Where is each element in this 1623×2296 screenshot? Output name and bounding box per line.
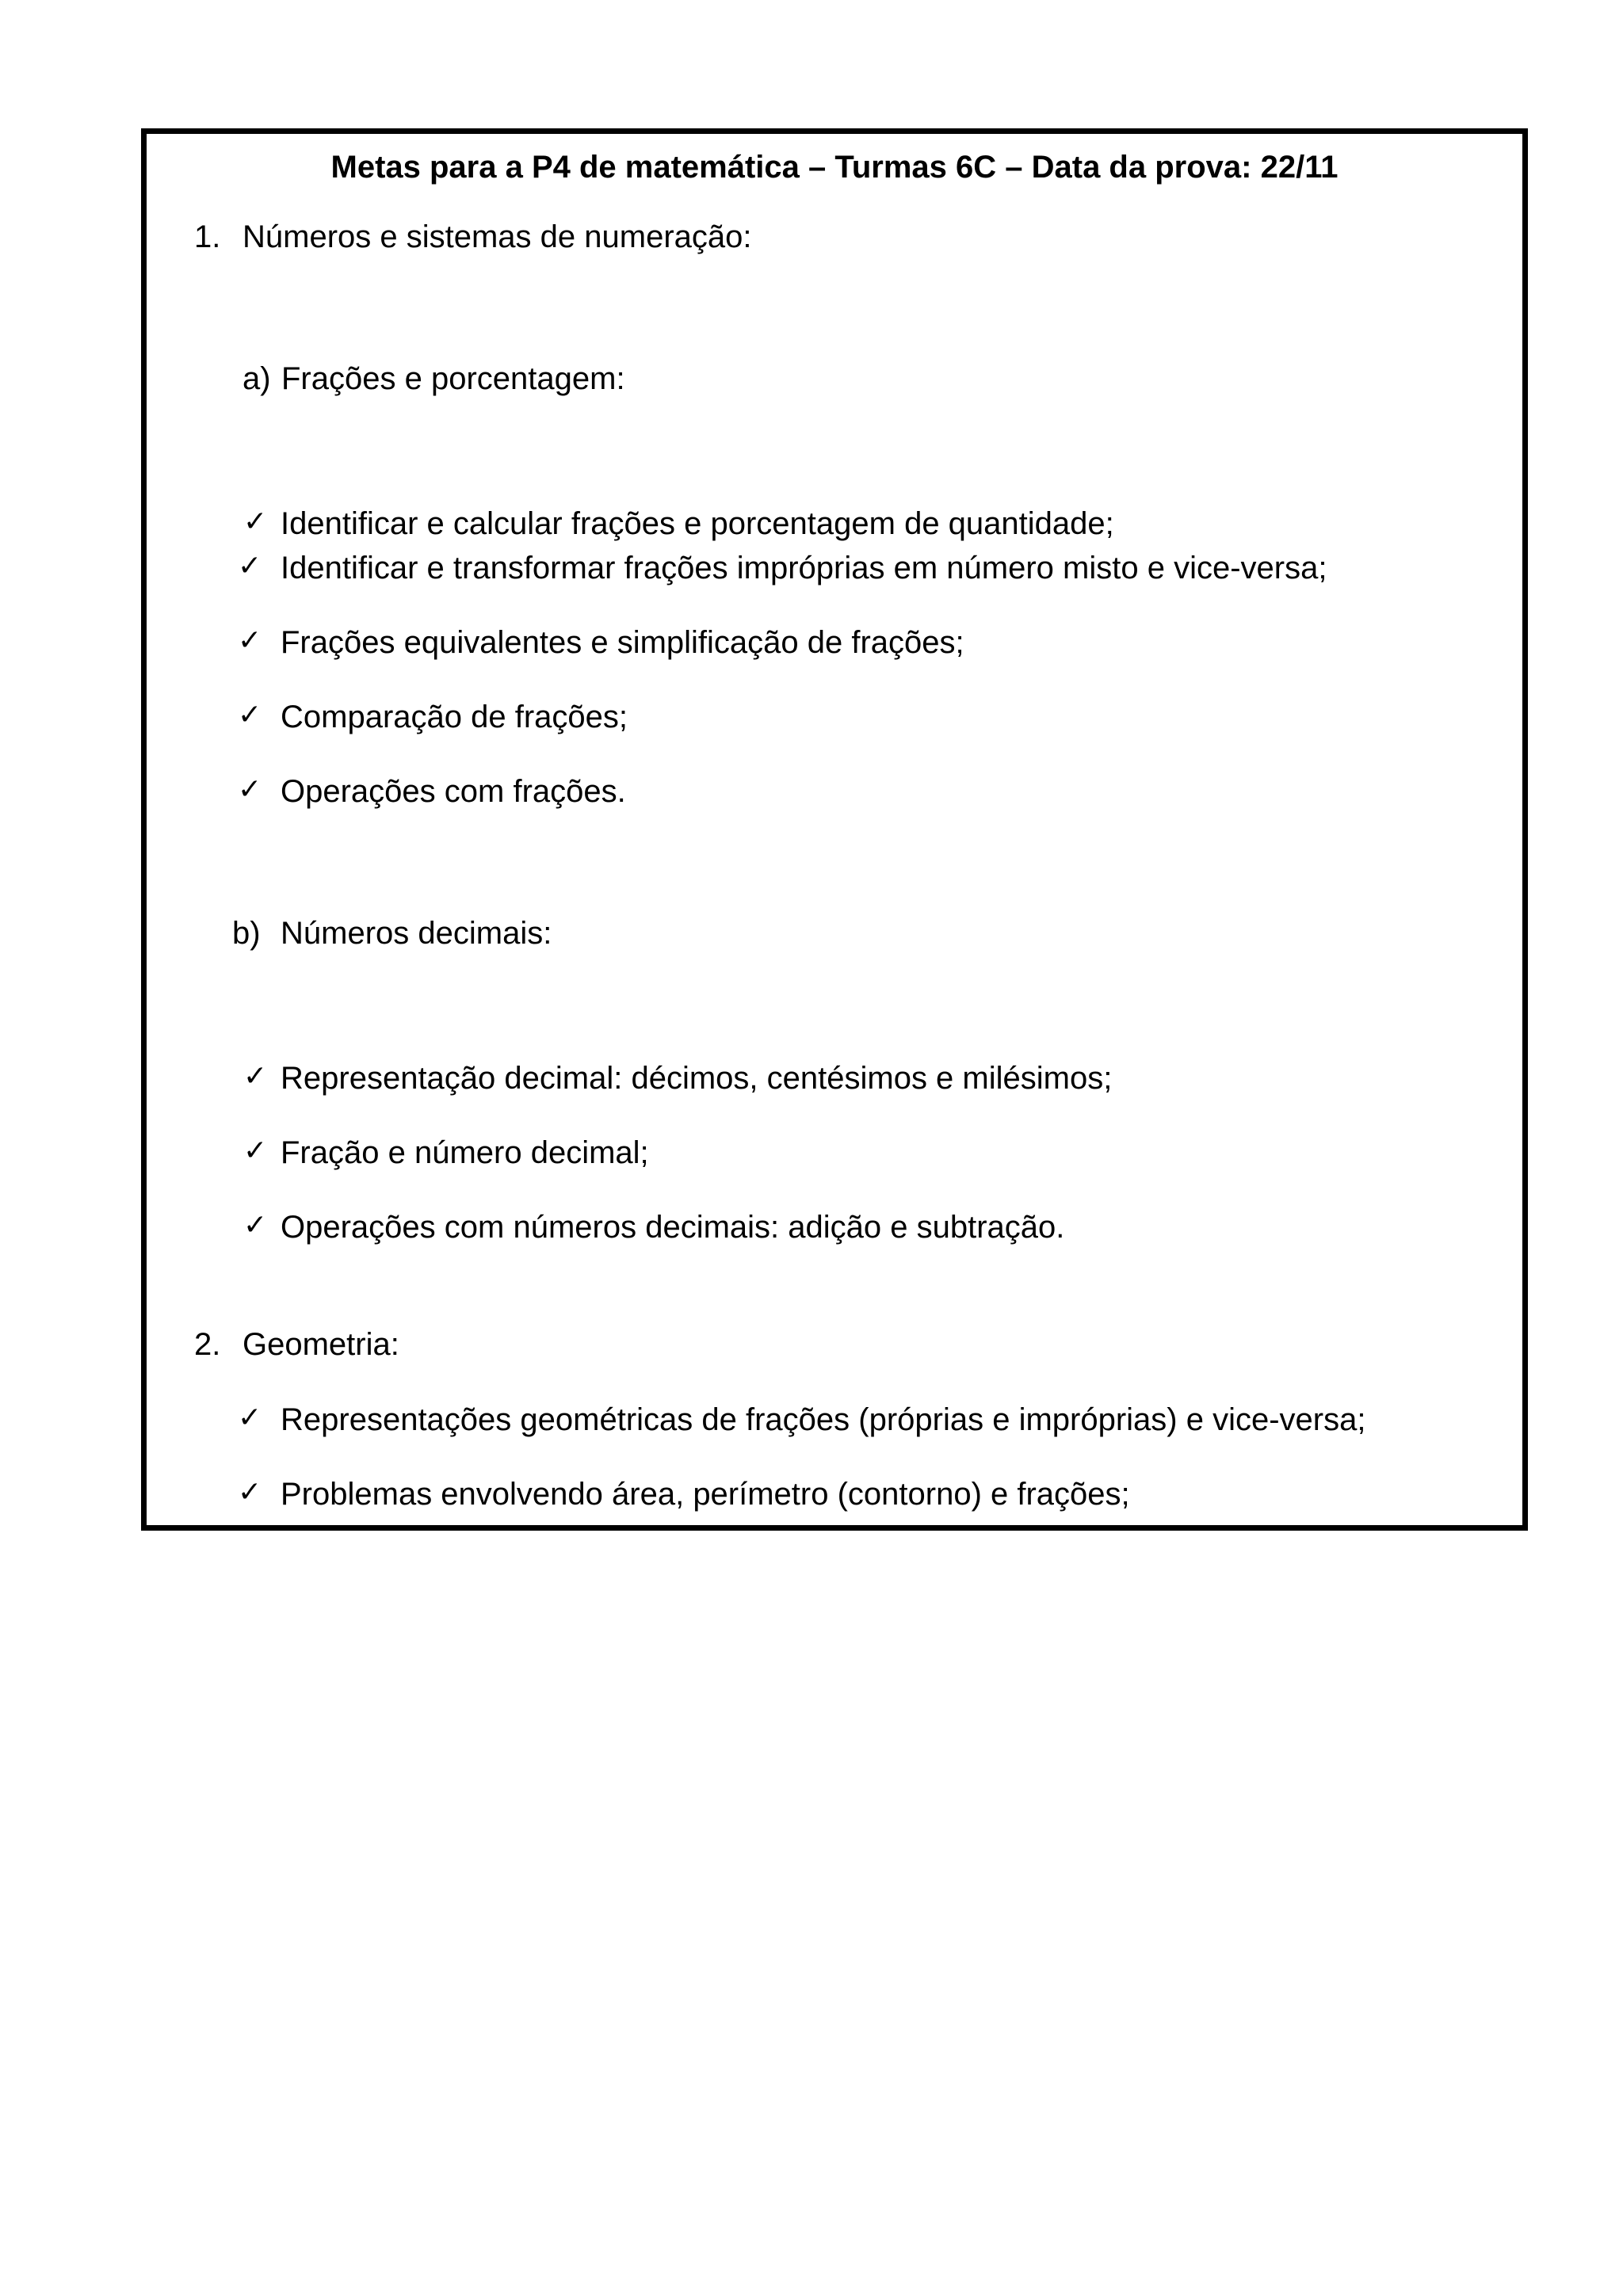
checkmark-icon: ✓ bbox=[243, 1209, 268, 1241]
checkmark-icon: ✓ bbox=[243, 1135, 268, 1167]
checkmark-icon: ✓ bbox=[238, 1476, 262, 1508]
checkmark-icon: ✓ bbox=[238, 550, 262, 582]
checkmark-icon: ✓ bbox=[238, 624, 262, 657]
subsection-a-marker: a) bbox=[242, 361, 271, 396]
list-item: Comparação de frações; bbox=[281, 700, 628, 734]
list-item: Identificar e transformar frações impróprias em número misto e vice-versa; bbox=[281, 551, 1327, 585]
list-item: Frações equivalentes e simplificação de frações; bbox=[281, 625, 964, 660]
checkmark-icon: ✓ bbox=[238, 699, 262, 731]
list-item: Representações geométricas de frações (próprias e impróprias) e vice-versa; bbox=[281, 1402, 1366, 1437]
subsection-b-heading: Números decimais: bbox=[281, 916, 552, 951]
section-1-number: 1. bbox=[194, 219, 221, 254]
list-item: Representação decimal: décimos, centésimos e milésimos; bbox=[281, 1061, 1113, 1096]
list-item: Fração e número decimal; bbox=[281, 1135, 649, 1170]
checkmark-icon: ✓ bbox=[238, 1402, 262, 1434]
checkmark-icon: ✓ bbox=[243, 505, 268, 538]
checkmark-icon: ✓ bbox=[243, 1060, 268, 1093]
section-2-number: 2. bbox=[194, 1327, 221, 1362]
list-item: Identificar e calcular frações e porcentagem de quantidade; bbox=[281, 506, 1114, 541]
section-2-heading: Geometria: bbox=[242, 1327, 399, 1362]
checkmark-icon: ✓ bbox=[238, 773, 262, 806]
goals-box bbox=[141, 128, 1528, 1531]
document-title: Metas para a P4 de matemática – Turmas 6C – Data da prova: 22/11 bbox=[330, 150, 1338, 185]
subsection-a-heading: Frações e porcentagem: bbox=[281, 361, 625, 396]
list-item: Operações com números decimais: adição e subtração. bbox=[281, 1210, 1065, 1245]
list-item: Operações com frações. bbox=[281, 774, 626, 809]
list-item: Problemas envolvendo área, perímetro (contorno) e frações; bbox=[281, 1477, 1130, 1512]
section-1-heading: Números e sistemas de numeração: bbox=[242, 219, 752, 254]
subsection-b-marker: b) bbox=[232, 916, 261, 951]
